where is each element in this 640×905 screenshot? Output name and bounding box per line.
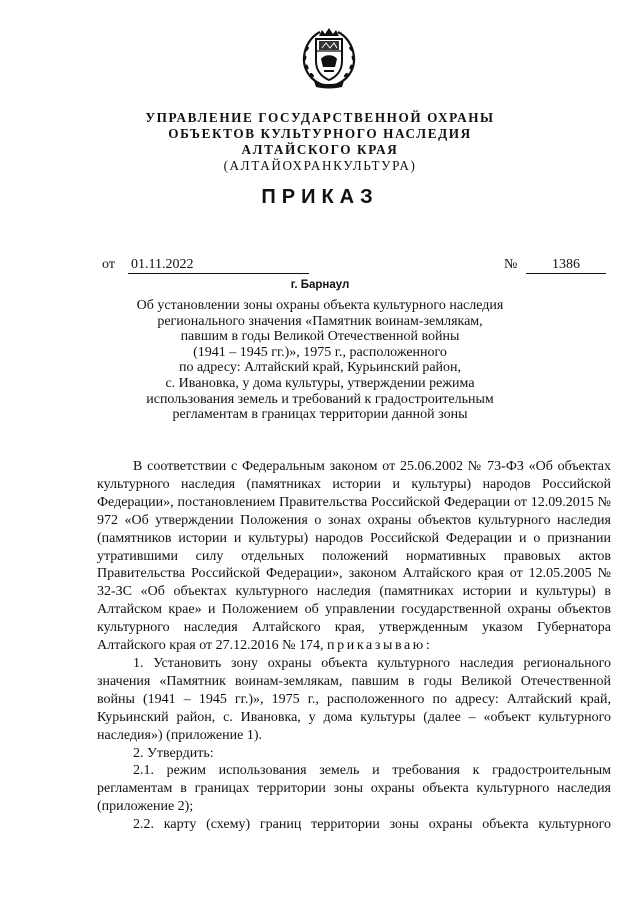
subject-line: павшим в годы Великой Отечественной войны <box>180 329 460 345</box>
subject-line: использования земель и требований к градостроительным <box>146 391 494 407</box>
subject-line: регионального значения «Памятник воинам-землякам, <box>157 313 483 329</box>
document-title: ПРИКАЗ <box>261 186 379 208</box>
subject-line: Об установлении зоны охраны объекта культурного наследия <box>136 298 504 313</box>
document-number: 1386 <box>526 257 606 274</box>
organization-name <box>0 110 640 174</box>
order-word: приказываю: <box>327 638 433 654</box>
org-name-line: АЛТАЙСКОГО КРАЯ <box>241 142 399 157</box>
document-date: 01.11.2022 <box>128 257 309 274</box>
subject-line: регламентам в границах территории данной зоны <box>172 407 468 423</box>
subject-line: по адресу: Алтайский край, Курьинский район, <box>178 360 462 376</box>
date-prefix: от <box>102 257 115 272</box>
org-name-line: ОБЪЕКТОВ КУЛЬТУРНОГО НАСЛЕДИЯ <box>168 126 472 141</box>
city-label: г. Барнаул <box>290 279 350 291</box>
number-prefix: № <box>504 257 518 272</box>
preamble-text: В соответствии с Федеральным законом от 25.06.2002 № 73-ФЗ «Об объектах культурного наследия (памятниках истории и культуры) народов Российской Федерации», постановлением Правительства Российской Федерации от 12.09.2015 № 972 «Об утверждении Положения о зонах охраны объектов культурного наследия (памятников истории и культуры) народов Российской Федерации и о признании утратившими силу отдельных положений нормативных правовых актов Правительства Российской Федерации», законом Алтайского края от 12.05.2005 № 32-ЗС «Об объектах культурного наследия (памятниках истории и культуры) в Алтайском крае» и Положением об управлении государственной охраны объектов культурного наследия Алтайского края, утвержденным указом Губернатора Алтайского края от 27.12.2016 № 174, <box>97 459 611 654</box>
item-2-1-paragraph: 2.1. режим использования земель и требования к градостроительным регламентам в границах территории зоны охраны объекта культурного наследия (приложение 2); <box>97 763 611 815</box>
document-body <box>97 458 611 834</box>
org-name-line: УПРАВЛЕНИЕ ГОСУДАРСТВЕННОЙ ОХРАНЫ <box>145 110 495 125</box>
item-2-paragraph: 2. Утвердить: <box>133 745 214 761</box>
item-2-2-paragraph: 2.2. карту (схему) границ территории зоны охраны объекта культурного <box>133 817 611 833</box>
date-number-row <box>102 257 608 277</box>
preamble-paragraph <box>97 458 611 655</box>
document-subject <box>0 298 640 423</box>
org-abbreviation: (АЛТАЙОХРАНКУЛЬТУРА) <box>223 158 417 173</box>
subject-line: (1941 – 1945 гг.)», 1975 г., расположенного <box>193 344 447 360</box>
item-1-paragraph: 1. Установить зону охраны объекта культурного наследия регионального значения «Памятник воинам-землякам, павшим в годы Великой Отечественной войны (1941 – 1945 гг.)», 1975 г., расположенного по адресу: Алтайский край, Курьинский район, с. Ивановка, у дома культуры (далее – «объект культурного наследия») (приложение 1). <box>97 655 611 743</box>
subject-line: с. Ивановка, у дома культуры, утверждении режима <box>165 375 475 391</box>
coat-of-arms-icon <box>300 27 358 91</box>
